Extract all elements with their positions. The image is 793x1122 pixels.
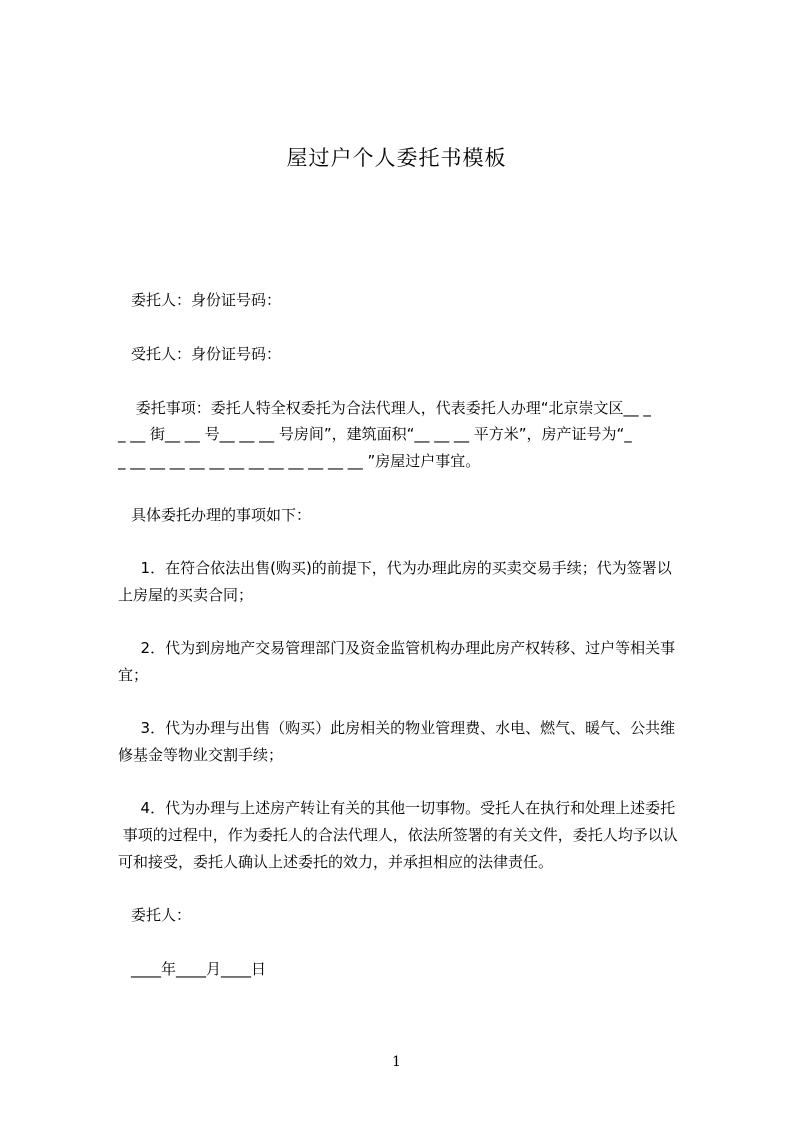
document-title: 屋过户个人委托书模板: [286, 146, 507, 170]
items-intro: 具体委托办理的事项如下：: [131, 506, 312, 524]
item-1-line-1: 1．在符合依法出售(购买)的前提下，代为办理此房的买卖交易手续；代为签署以: [131, 559, 672, 577]
item-2-line-1: 2．代为到房地产交易管理部门及资金监管机构办理此房产权转移、过户等相关事: [131, 639, 676, 657]
item-3-line-1: 3．代为办理与出售（购买）此房相关的物业管理费、水电、燃气、暖气、公共维: [131, 719, 676, 737]
page-number: 1: [392, 1054, 401, 1070]
date-line: ____年____月____日: [131, 960, 267, 978]
item-4-line-2: 事项的过程中，作为委托人的合法代理人，依法所签署的有关文件，委托人均予以认: [118, 826, 678, 844]
item-4-line-1: 4．代为办理与上述房产转让有关的其他一切事物。受托人在执行和处理上述委托: [131, 799, 676, 817]
item-3-line-2: 修基金等物业交割手续；: [118, 746, 284, 764]
matter-line-2: _ __ 街__ __ 号__ __ __ 号房间”，建筑面积“__ __ __ 平方米”，房产证号为“_: [118, 425, 632, 443]
agent-line: 受托人：身份证号码：: [131, 345, 282, 363]
matter-line-1: 委托事项：委托人特全权委托为合法代理人，代表委托人办理“北京崇文区__ _: [131, 399, 651, 417]
matter-line-3: _ __ __ __ __ __ __ __ __ __ __ __ __ ”房屋过户事宜。: [118, 452, 481, 470]
principal-line: 委托人：身份证号码：: [131, 291, 282, 309]
item-4-line-3: 可和接受，委托人确认上述委托的效力，并承担相应的法律责任。: [118, 853, 554, 871]
item-1-line-2: 上房屋的买卖合同；: [118, 586, 254, 604]
item-2-line-2: 宜；: [118, 666, 149, 684]
signature-label: 委托人：: [131, 906, 192, 924]
